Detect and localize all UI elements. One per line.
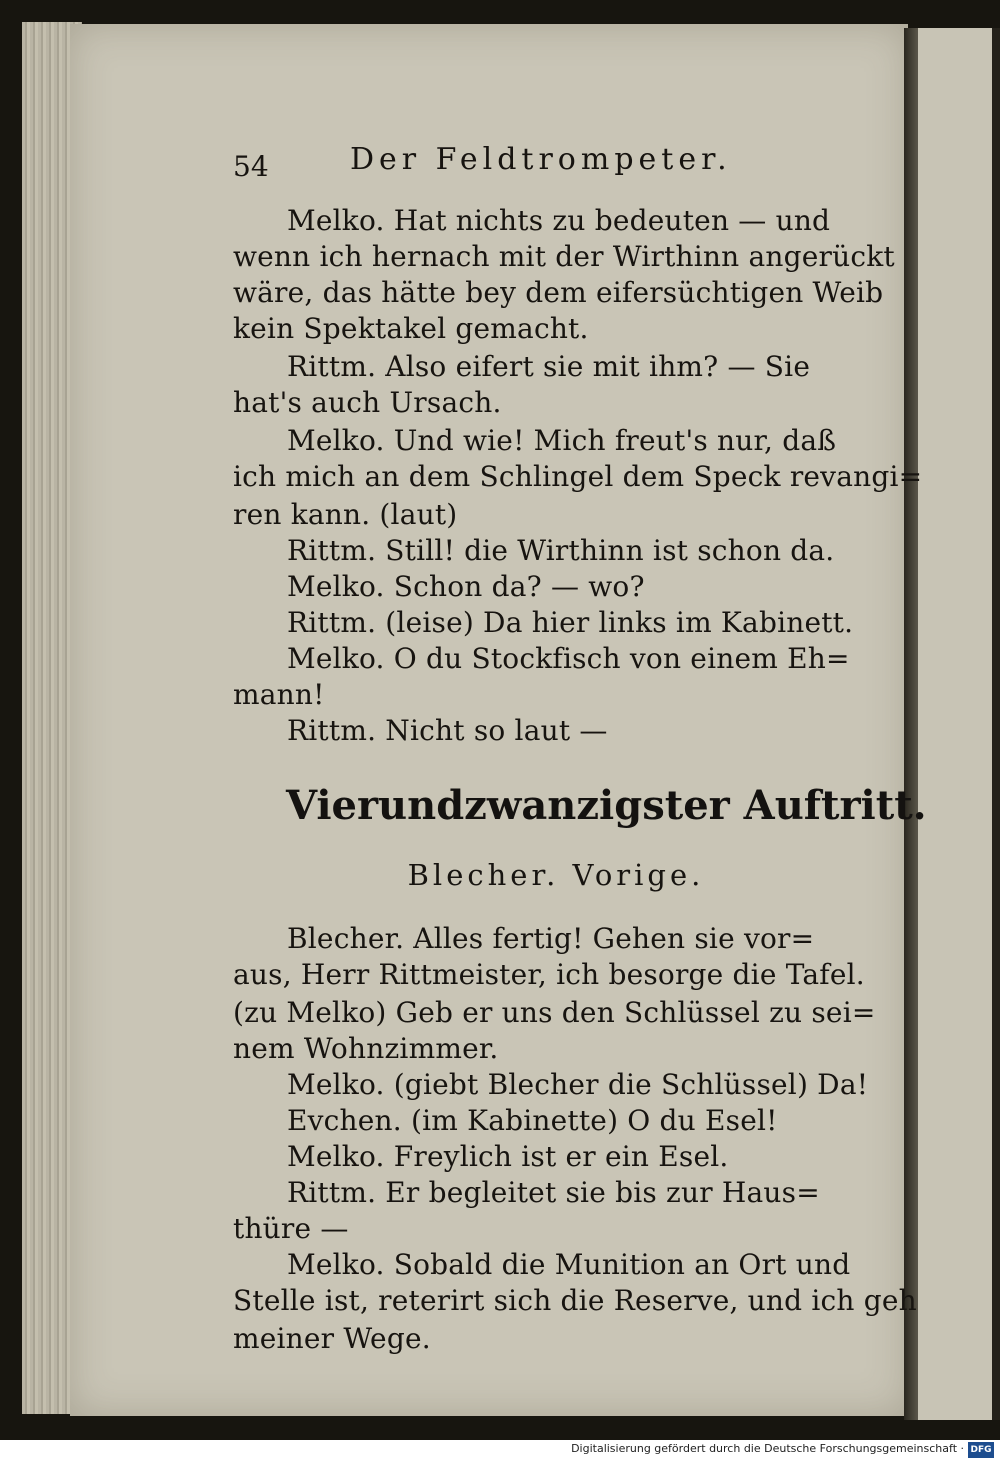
- scene-heading: Vierundzwanzigster Auftritt.: [286, 782, 927, 829]
- text-line: Rittm. (leise) Da hier links im Kabinett.: [287, 606, 854, 639]
- page-number: 54: [233, 150, 269, 183]
- text-line: nem Wohnzimmer.: [233, 1032, 499, 1065]
- text-line: Melko. Hat nichts zu bedeuten — und: [287, 204, 831, 237]
- text-line: wenn ich hernach mit der Wirthinn angerückt: [233, 240, 895, 273]
- text-line: Stelle ist, reterirt sich die Reserve, und ich geh: [233, 1284, 917, 1317]
- text-line: mann!: [233, 678, 325, 711]
- text-line: (zu Melko) Geb er uns den Schlüssel zu sei=: [233, 996, 876, 1029]
- text-line: Melko. O du Stockfisch von einem Eh=: [287, 642, 850, 675]
- scene-cast: Blecher. Vorige.: [407, 858, 705, 892]
- text-line: Blecher. Alles fertig! Gehen sie vor=: [287, 922, 815, 955]
- text-line: kein Spektakel gemacht.: [233, 312, 589, 345]
- funding-credit: Digitalisierung gefördert durch die Deutsche Forschungsgemeinschaft ·: [571, 1442, 964, 1455]
- text-line: aus, Herr Rittmeister, ich besorge die Tafel.: [233, 958, 865, 991]
- text-line: Rittm. Nicht so laut —: [287, 714, 608, 747]
- text-line: Rittm. Still! die Wirthinn ist schon da.: [287, 534, 835, 567]
- text-line: wäre, das hätte bey dem eifersüchtigen Weib: [233, 276, 884, 309]
- text-line: thüre —: [233, 1212, 349, 1245]
- text-line: Rittm. Er begleitet sie bis zur Haus=: [287, 1176, 820, 1209]
- text-line: Melko. Sobald die Munition an Ort und: [287, 1248, 851, 1281]
- text-line: Rittm. Also eifert sie mit ihm? — Sie: [287, 350, 811, 383]
- text-line: meiner Wege.: [233, 1322, 431, 1355]
- text-line: Melko. Und wie! Mich freut's nur, daß: [287, 424, 837, 457]
- text-line: Melko. Freylich ist er ein Esel.: [287, 1140, 729, 1173]
- text-line: hat's auch Ursach.: [233, 386, 502, 419]
- running-head: Der Feldtrompeter.: [350, 142, 732, 177]
- text-line: ren kann. (laut): [233, 498, 458, 531]
- text-line: Melko. (giebt Blecher die Schlüssel) Da!: [287, 1068, 869, 1101]
- text-line: ich mich an dem Schlingel dem Speck revangi=: [233, 460, 923, 493]
- text-line: Evchen. (im Kabinette) O du Esel!: [287, 1104, 778, 1137]
- dfg-logo: DFG: [968, 1442, 994, 1458]
- text-line: Melko. Schon da? — wo?: [287, 570, 645, 603]
